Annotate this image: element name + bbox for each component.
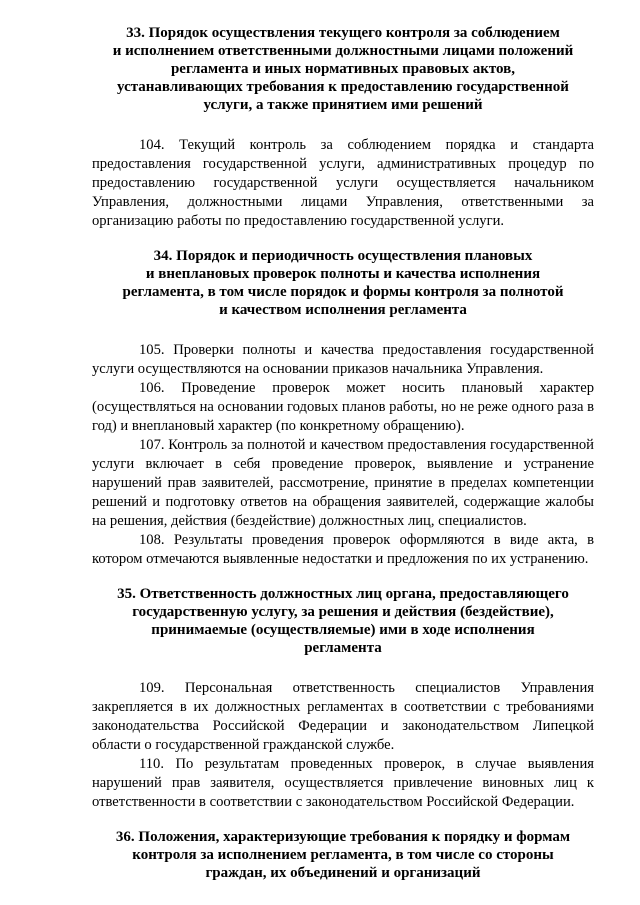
heading-line: 34. Порядок и периодичность осуществления плановых [153, 248, 533, 264]
spacer [92, 569, 594, 585]
section-heading-36 [92, 828, 594, 882]
heading-line: регламента, в том числе порядок и формы контроля за полнотой [122, 284, 564, 300]
paragraph-110: 110. По результатам проведенных проверок, в случае выявления нарушений прав заявителя, осуществляется привлечение виновных лиц к ответственности в соответствии с законодательством Российской Федерации. [92, 756, 594, 810]
heading-line: 33. Порядок осуществления текущего контроля за соблюдением [126, 25, 560, 41]
heading-line: граждан, их объединений и организаций [205, 865, 481, 881]
spacer [92, 657, 594, 679]
paragraph-109: 109. Персональная ответственность специалистов Управления закрепляется в их должностных регламентах в соответствии с требованиями законодательства Российской Федерации и законодательством Липецкой области о государственной гражданской службе. [92, 680, 594, 753]
spacer [92, 319, 594, 341]
heading-line: регламента [304, 640, 382, 656]
spacer [92, 231, 594, 247]
section-heading-33 [92, 24, 594, 114]
paragraph-105: 105. Проверки полноты и качества предоставления государственной услуги осуществляются на основании приказов начальника Управления. [92, 342, 594, 377]
heading-line: и исполнением ответственными должностными лицами положений [112, 43, 574, 59]
section-heading-34 [92, 247, 594, 319]
heading-line: регламента и иных нормативных правовых актов, [170, 61, 516, 77]
heading-line: и внеплановых проверок полноты и качества исполнения [145, 266, 541, 282]
spacer [92, 114, 594, 136]
paragraph-107: 107. Контроль за полнотой и качеством предоставления государственной услуги включает в себя проведение проверок, выявление и устранение нарушений прав заявителей, рассмотрение, принятие в пределах компетенции решений и подготовку ответов на обращения заявителей, содержащие жалобы на решения, действия (бездействие) должностных лиц, специалистов. [92, 437, 594, 529]
heading-line: и качеством исполнения регламента [219, 302, 467, 318]
heading-line: контроля за исполнением регламента, в том числе со стороны [132, 847, 554, 863]
paragraph-104: 104. Текущий контроль за соблюдением порядка и стандарта предоставления государственной услуги, административных процедур по предоставлению государственной услуги осуществляется начальником Управления, должностными лицами Управления, ответственными за организацию работы по предоставлению государственной услуги. [92, 137, 594, 229]
heading-line: 36. Положения, характеризующие требования к порядку и формам [115, 829, 571, 845]
heading-line: 35. Ответственность должностных лиц органа, предоставляющего [117, 586, 569, 602]
paragraph-106: 106. Проведение проверок может носить плановый характер (осуществляться на основании годовых планов работы, но не реже одного раза в год) и внеплановый характер (по конкретному обращению). [92, 380, 594, 434]
document-page [92, 24, 594, 882]
heading-line: принимаемые (осуществляемые) ими в ходе исполнения [151, 622, 535, 638]
heading-line: государственную услугу, за решения и действия (бездействие), [132, 604, 554, 620]
heading-line: устанавливающих требования к предоставлению государственной [117, 79, 569, 95]
heading-line: услуги, а также принятием ими решений [203, 97, 483, 113]
spacer [92, 812, 594, 828]
section-heading-35 [92, 585, 594, 657]
paragraph-108: 108. Результаты проведения проверок оформляются в виде акта, в котором отмечаются выявленные недостатки и предложения по их устранению. [92, 532, 594, 567]
